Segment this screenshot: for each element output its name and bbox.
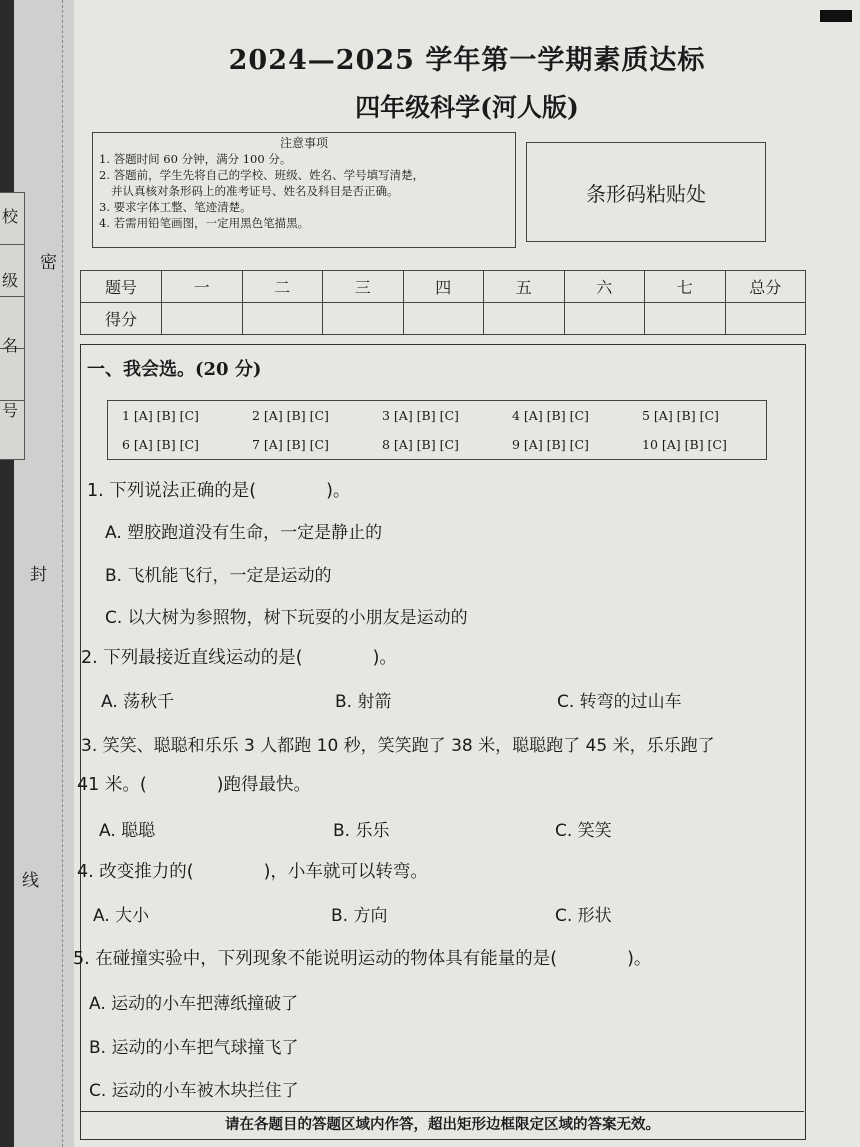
score-cell[interactable]: [564, 303, 645, 335]
score-table: [80, 270, 806, 335]
answer-choice[interactable]: 7 [A] [B] [C]: [252, 437, 329, 452]
score-header: 题号: [81, 271, 162, 303]
notice-line: 2. 答题前，学生先将自己的学校、班级、姓名、学号填写清楚，: [99, 168, 425, 182]
question-2-option-a: A. 荡秋千: [101, 692, 175, 712]
barcode-area: 条形码粘贴处: [526, 142, 766, 242]
notice-line: 并认真核对条形码上的准考证号、姓名及科目是否正确。: [111, 184, 399, 198]
side-label-class: 级: [2, 271, 19, 290]
score-header-row: [81, 271, 806, 303]
question-2-option-b: B. 射箭: [335, 692, 392, 712]
score-header: 五: [484, 271, 565, 303]
answer-choice[interactable]: 2 [A] [B] [C]: [252, 408, 329, 423]
seal-mi: 密: [40, 253, 57, 273]
question-4-stem: 4. 改变推力的( )，小车就可以转弯。: [77, 862, 428, 882]
score-header: 总分: [725, 271, 806, 303]
answer-grid: [107, 400, 767, 460]
section-title: 一、我会选。(20 分): [87, 359, 262, 380]
notice-line: 1. 答题时间 60 分钟，满分 100 分。: [99, 152, 292, 166]
question-1-stem: 1. 下列说法正确的是( )。: [87, 481, 351, 501]
page-edge: [0, 0, 14, 1147]
question-1-option-b: B. 飞机能飞行，一定是运动的: [105, 566, 332, 586]
question-3-option-c: C. 笑笑: [555, 821, 612, 841]
score-header: 一: [162, 271, 243, 303]
score-row: [81, 303, 806, 335]
seal-xian: 线: [22, 871, 39, 891]
score-cell[interactable]: [484, 303, 565, 335]
question-3-stem-cont: 41 米。( )跑得最快。: [77, 775, 311, 795]
score-cell[interactable]: [162, 303, 243, 335]
score-header: 四: [403, 271, 484, 303]
question-2-option-c: C. 转弯的过山车: [557, 692, 682, 712]
question-3-option-b: B. 乐乐: [333, 821, 390, 841]
question-2-stem: 2. 下列最接近直线运动的是( )。: [81, 648, 397, 668]
question-frame: [73, 344, 806, 1140]
question-5-option-b: B. 运动的小车把气球撞飞了: [89, 1038, 299, 1058]
notice-line: 4. 若需用铅笔画图，一定用黑色笔描黑。: [99, 216, 310, 230]
score-cell[interactable]: [323, 303, 404, 335]
answer-choice[interactable]: 9 [A] [B] [C]: [512, 437, 589, 452]
answer-choice[interactable]: 3 [A] [B] [C]: [382, 408, 459, 423]
score-header: 二: [242, 271, 323, 303]
score-row-label: 得分: [81, 303, 162, 335]
answer-choice[interactable]: 4 [A] [B] [C]: [512, 408, 589, 423]
question-5-option-c: C. 运动的小车被木块拦住了: [89, 1081, 299, 1101]
score-header: 六: [564, 271, 645, 303]
score-cell[interactable]: [725, 303, 806, 335]
corner-mark: [820, 10, 852, 22]
score-header: 七: [645, 271, 726, 303]
score-cell[interactable]: [645, 303, 726, 335]
question-5-stem: 5. 在碰撞实验中，下列现象不能说明运动的物体具有能量的是( )。: [73, 949, 652, 969]
notice-title: 注意事项: [279, 136, 328, 150]
cut-line: [62, 0, 63, 1147]
exam-sheet: [74, 0, 860, 1147]
notice-line: 3. 要求字体工整、笔迹清楚。: [99, 200, 252, 214]
question-4-option-c: C. 形状: [555, 906, 612, 926]
answer-choice[interactable]: 6 [A] [B] [C]: [122, 437, 199, 452]
side-label-number: 号: [2, 401, 19, 420]
score-header: 三: [323, 271, 404, 303]
answer-choice[interactable]: 8 [A] [B] [C]: [382, 437, 459, 452]
question-4-option-b: B. 方向: [331, 906, 388, 926]
exam-subtitle: 四年级科学(河人版): [355, 93, 579, 122]
answer-choice[interactable]: 1 [A] [B] [C]: [122, 408, 199, 423]
score-cell[interactable]: [403, 303, 484, 335]
answer-choice[interactable]: 5 [A] [B] [C]: [642, 408, 719, 423]
question-3-stem: 3. 笑笑、聪聪和乐乐 3 人都跑 10 秒，笑笑跑了 38 米，聪聪跑了 45 米，乐乐跑了: [81, 736, 715, 756]
question-5-option-a: A. 运动的小车把薄纸撞破了: [89, 994, 299, 1014]
question-4-option-a: A. 大小: [93, 906, 150, 926]
seal-feng: 封: [30, 565, 47, 585]
answer-area-notice: 请在各题目的答题区域内作答，超出矩形边框限定区域的答案无效。: [81, 1111, 804, 1139]
question-3-option-a: A. 聪聪: [99, 821, 156, 841]
question-1-option-a: A. 塑胶跑道没有生命，一定是静止的: [105, 523, 383, 543]
score-cell[interactable]: [242, 303, 323, 335]
exam-title: 2024—2025 学年第一学期素质达标: [228, 45, 706, 76]
side-label-school: 校: [2, 207, 19, 226]
answer-choice[interactable]: 10 [A] [B] [C]: [642, 437, 727, 452]
side-label-name: 名: [2, 336, 19, 355]
notice-box: [92, 132, 516, 248]
question-1-option-c: C. 以大树为参照物，树下玩耍的小朋友是运动的: [105, 608, 468, 628]
